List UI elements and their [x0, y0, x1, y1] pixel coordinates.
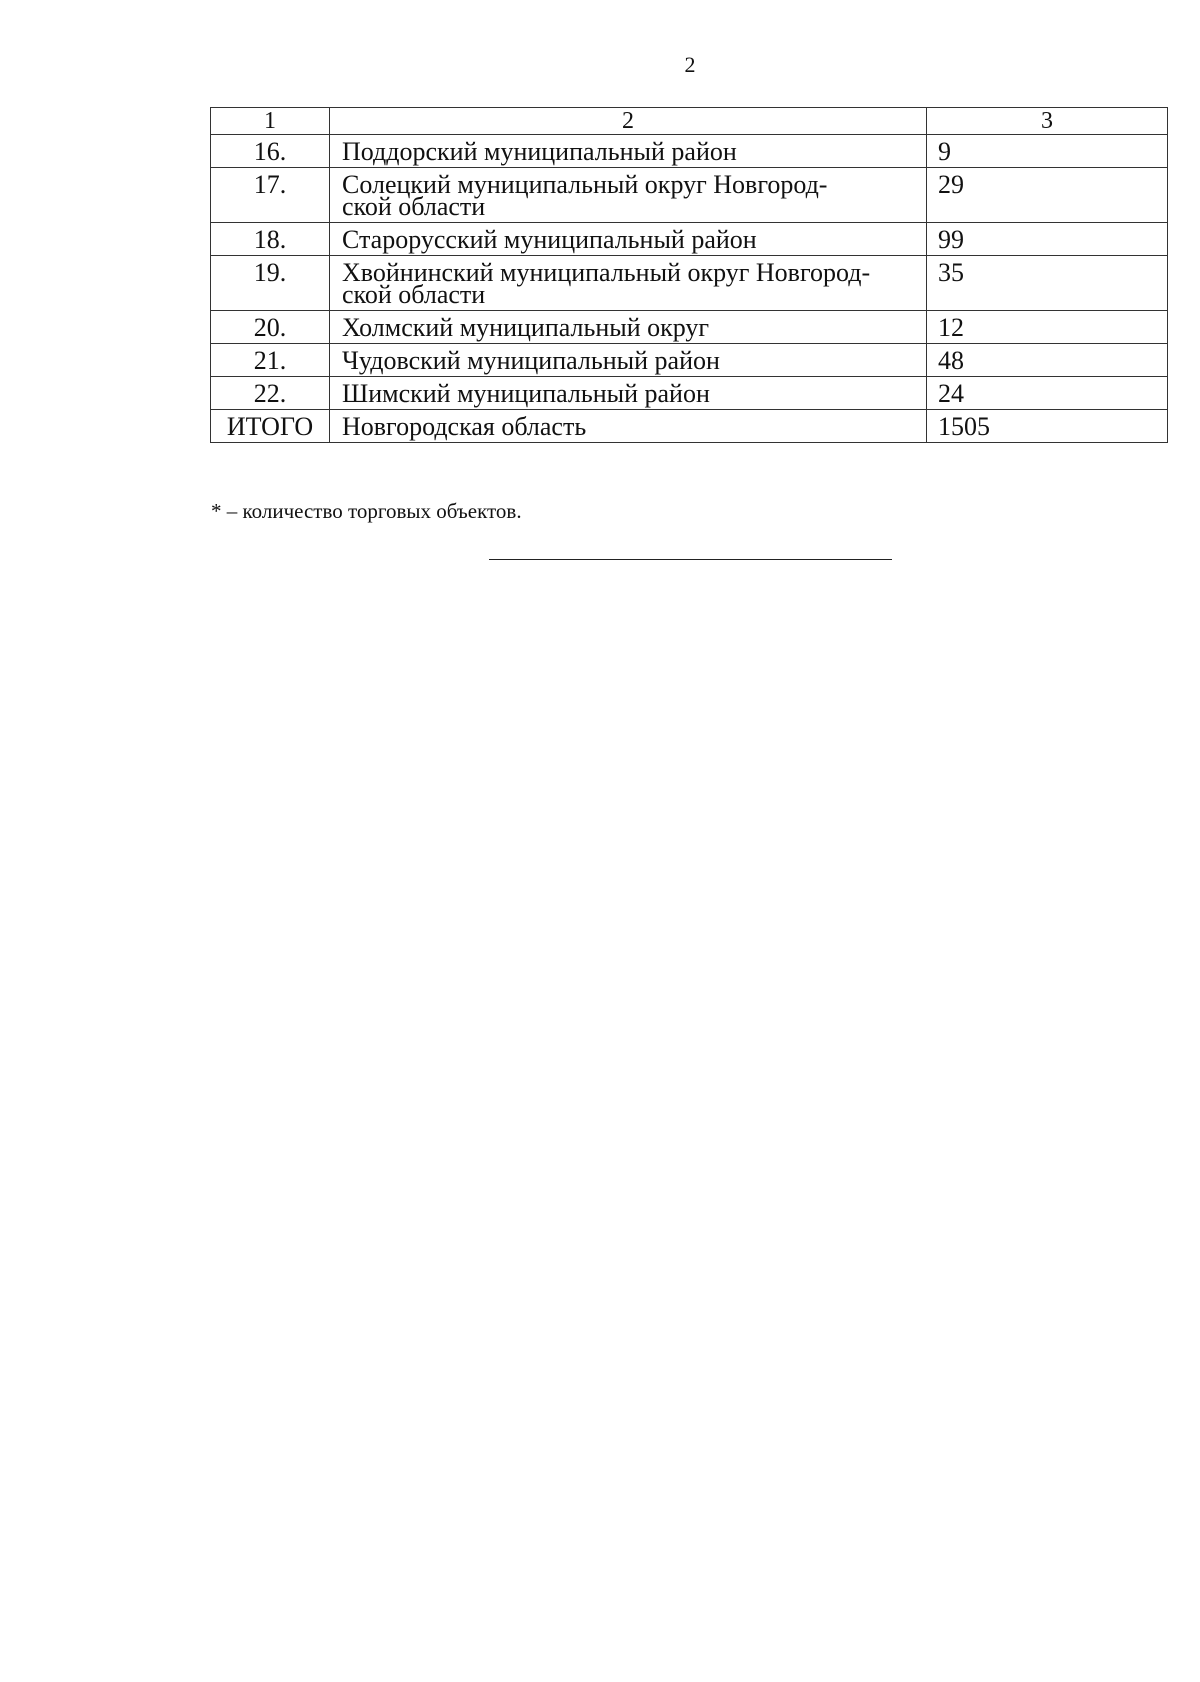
table-row	[211, 135, 1168, 168]
row-number: 20.	[211, 311, 330, 344]
district-table	[210, 107, 1168, 443]
table-row	[211, 223, 1168, 256]
object-count: 48	[927, 344, 1168, 377]
table-row	[211, 311, 1168, 344]
table-total-row	[211, 410, 1168, 443]
table-row	[211, 168, 1168, 223]
column-header: 3	[927, 108, 1168, 135]
object-count: 24	[927, 377, 1168, 410]
object-count: 35	[927, 256, 1168, 311]
district-name: Шимский муниципальный район	[330, 377, 927, 410]
total-label: ИТОГО	[211, 410, 330, 443]
row-number: 22.	[211, 377, 330, 410]
table-row	[211, 256, 1168, 311]
table-header-row	[211, 108, 1168, 135]
row-number: 16.	[211, 135, 330, 168]
object-count: 12	[927, 311, 1168, 344]
row-number: 19.	[211, 256, 330, 311]
district-name: Чудовский муниципальный район	[330, 344, 927, 377]
page-number: 2	[684, 52, 696, 77]
table-row	[211, 344, 1168, 377]
row-number: 17.	[211, 168, 330, 223]
table-row	[211, 377, 1168, 410]
district-name: Старорусский муниципальный район	[330, 223, 927, 256]
column-header: 2	[330, 108, 927, 135]
district-name: Поддорский муниципальный район	[330, 135, 927, 168]
object-count: 99	[927, 223, 1168, 256]
end-of-document-rule	[489, 559, 892, 560]
row-number: 21.	[211, 344, 330, 377]
district-name: Хвойнинский муниципальный округ Новгород- ской области	[330, 256, 927, 311]
object-count: 29	[927, 168, 1168, 223]
object-count: 9	[927, 135, 1168, 168]
footnote: * – количество торговых объектов.	[211, 499, 522, 523]
district-name: Холмский муниципальный округ	[330, 311, 927, 344]
total-count: 1505	[927, 410, 1168, 443]
row-number: 18.	[211, 223, 330, 256]
district-name: Солецкий муниципальный округ Новгород- ской области	[330, 168, 927, 223]
column-header: 1	[211, 108, 330, 135]
total-region-name: Новгородская область	[330, 410, 927, 443]
